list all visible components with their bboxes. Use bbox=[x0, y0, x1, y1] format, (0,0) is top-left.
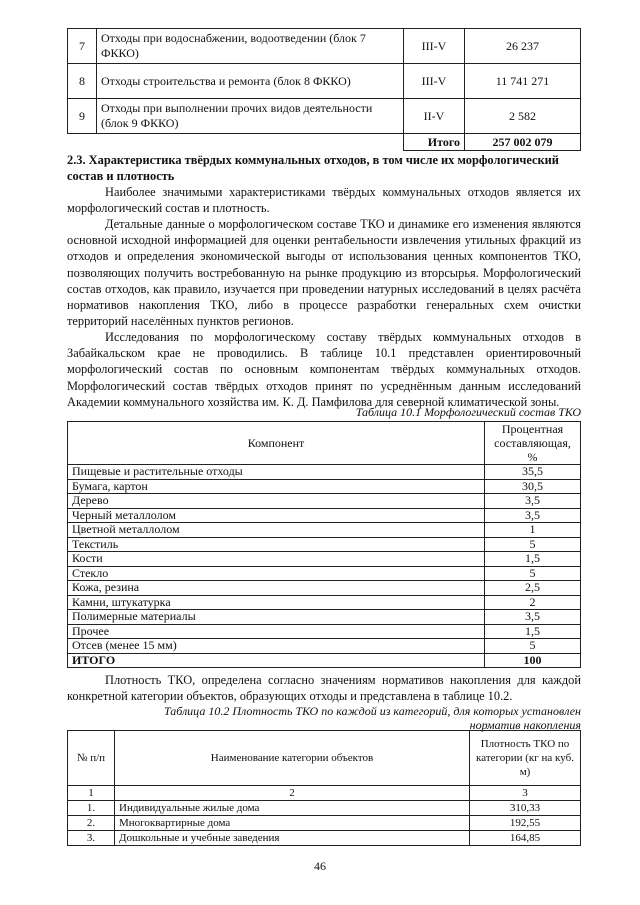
component-name: Цветной металлолом bbox=[68, 523, 485, 538]
page-number: 46 bbox=[314, 859, 326, 873]
component-name: Бумага, картон bbox=[68, 479, 485, 494]
component-name: Камни, штукатурка bbox=[68, 595, 485, 610]
table-caption: Таблица 10.2 Плотность ТКО по каждой из категорий, для которых установлен bbox=[163, 704, 581, 718]
waste-amount: 2 582 bbox=[465, 99, 581, 134]
column-header-number: № п/п bbox=[68, 731, 115, 786]
table-row bbox=[68, 639, 581, 654]
component-name: Кожа, резина bbox=[68, 581, 485, 596]
row-number: 8 bbox=[68, 64, 97, 99]
component-percent: 35,5 bbox=[485, 465, 581, 480]
density-value: 164,85 bbox=[470, 831, 581, 846]
component-name: Полимерные материалы bbox=[68, 610, 485, 625]
table-row bbox=[68, 831, 581, 846]
component-percent: 5 bbox=[485, 639, 581, 654]
component-percent: 1 bbox=[485, 523, 581, 538]
component-name: Текстиль bbox=[68, 537, 485, 552]
row-number: 3. bbox=[68, 831, 115, 846]
component-name: Черный металлолом bbox=[68, 508, 485, 523]
table-header bbox=[68, 422, 581, 465]
component-percent: 5 bbox=[485, 566, 581, 581]
row-number: 7 bbox=[68, 29, 97, 64]
hazard-class: III-V bbox=[404, 29, 465, 64]
row-number: 9 bbox=[68, 99, 97, 134]
component-name: Стекло bbox=[68, 566, 485, 581]
component-percent: 3,5 bbox=[485, 508, 581, 523]
component-name: Пищевые и растительные отходы bbox=[68, 465, 485, 480]
table-row bbox=[68, 595, 581, 610]
paragraph: Наиболее значимыми характеристиками твёрдых коммунальных отходов является их морфологический состав и плотность. bbox=[67, 185, 581, 216]
total-label: ИТОГО bbox=[68, 653, 485, 668]
table-row bbox=[68, 566, 581, 581]
waste-name: Отходы строительства и ремонта (блок 8 ФККО) bbox=[97, 64, 404, 99]
section-heading: 2.3. Характеристика твёрдых коммунальных отходов, в том числе их морфологический состав и плотность bbox=[67, 153, 559, 183]
total-label: Итого bbox=[404, 134, 465, 151]
table-row bbox=[68, 624, 581, 639]
column-header-component: Компонент bbox=[68, 422, 485, 465]
component-percent: 3,5 bbox=[485, 610, 581, 625]
density-value: 310,33 bbox=[470, 801, 581, 816]
total-value: 257 002 079 bbox=[465, 134, 581, 151]
total-row bbox=[68, 653, 581, 668]
density-table bbox=[67, 730, 581, 846]
category-name: Индивидуальные жилые дома bbox=[115, 801, 470, 816]
paragraph: Плотность ТКО, определена согласно значениям нормативов накопления для каждой конкретной категории объектов, образующих отходы и представлена в таблице 10.2. bbox=[67, 673, 581, 704]
total-value: 100 bbox=[485, 653, 581, 668]
column-index-row bbox=[68, 786, 581, 801]
component-percent: 1,5 bbox=[485, 624, 581, 639]
table-header bbox=[68, 731, 581, 786]
morphology-table bbox=[67, 421, 581, 668]
component-name: Прочее bbox=[68, 624, 485, 639]
waste-classes-table bbox=[67, 28, 581, 151]
row-number: 1. bbox=[68, 801, 115, 816]
component-percent: 5 bbox=[485, 537, 581, 552]
column-header-category: Наименование категории объектов bbox=[115, 731, 470, 786]
table-row bbox=[68, 610, 581, 625]
column-index: 3 bbox=[470, 786, 581, 801]
table-caption: Таблица 10.1 Морфологический состав ТКО bbox=[355, 405, 581, 419]
table-row bbox=[68, 29, 581, 64]
paragraph: Детальные данные о морфологическом составе ТКО и динамике его изменения являются основной исходной информацией для оценки рентабельности извлечения утильных фракций из отходов и определения экономической выгоды от использования ценных компонентов ТКО, позволяющих получить востребованную на рынке продукцию из вторсырья. Морфологический состав отходов, как правило, изучается при проведении натурных исследований в целях расчёта нормативов накопления ТКО, либо в процессе разработки генеральных схем очистки территорий населённых пунктов регионов. bbox=[67, 217, 581, 329]
table-row bbox=[68, 99, 581, 134]
component-percent: 2,5 bbox=[485, 581, 581, 596]
column-header-density: Плотность ТКО по категории (кг на куб. м) bbox=[470, 731, 581, 786]
component-name: Дерево bbox=[68, 494, 485, 509]
table-caption-continued: норматив накопления bbox=[469, 718, 581, 732]
component-name: Отсев (менее 15 мм) bbox=[68, 639, 485, 654]
column-index: 1 bbox=[68, 786, 115, 801]
table-row bbox=[68, 801, 581, 816]
table-row bbox=[68, 465, 581, 480]
table-row bbox=[68, 537, 581, 552]
component-percent: 2 bbox=[485, 595, 581, 610]
table-row bbox=[68, 508, 581, 523]
category-name: Дошкольные и учебные заведения bbox=[115, 831, 470, 846]
component-name: Кости bbox=[68, 552, 485, 567]
waste-name: Отходы при выполнении прочих видов деятельности (блок 9 ФККО) bbox=[97, 99, 404, 134]
table-row bbox=[68, 479, 581, 494]
category-name: Многоквартирные дома bbox=[115, 816, 470, 831]
waste-amount: 26 237 bbox=[465, 29, 581, 64]
table-row bbox=[68, 816, 581, 831]
table-row bbox=[68, 523, 581, 538]
table-row bbox=[68, 581, 581, 596]
density-value: 192,55 bbox=[470, 816, 581, 831]
paragraph: Исследования по морфологическому составу твёрдых коммунальных отходов в Забайкальском крае не проводились. В таблице 10.1 представлен ориентировочный морфологический состав по основным компонентам твёрдых коммунальных отходов. Морфологический состав твёрдых отходов принят по усреднённым данным исследований Академии коммунального хозяйства им. К. Д. Памфилова для северной климатической зоны. bbox=[67, 330, 581, 409]
table-row bbox=[68, 64, 581, 99]
column-header-percent: Процентная составляющая, % bbox=[485, 422, 581, 465]
component-percent: 1,5 bbox=[485, 552, 581, 567]
hazard-class: II-V bbox=[404, 99, 465, 134]
component-percent: 3,5 bbox=[485, 494, 581, 509]
column-index: 2 bbox=[115, 786, 470, 801]
component-percent: 30,5 bbox=[485, 479, 581, 494]
hazard-class: III-V bbox=[404, 64, 465, 99]
waste-name: Отходы при водоснабжении, водоотведении (блок 7 ФККО) bbox=[97, 29, 404, 64]
waste-amount: 11 741 271 bbox=[465, 64, 581, 99]
table-row bbox=[68, 552, 581, 567]
table-row bbox=[68, 494, 581, 509]
total-row bbox=[68, 134, 581, 151]
row-number: 2. bbox=[68, 816, 115, 831]
